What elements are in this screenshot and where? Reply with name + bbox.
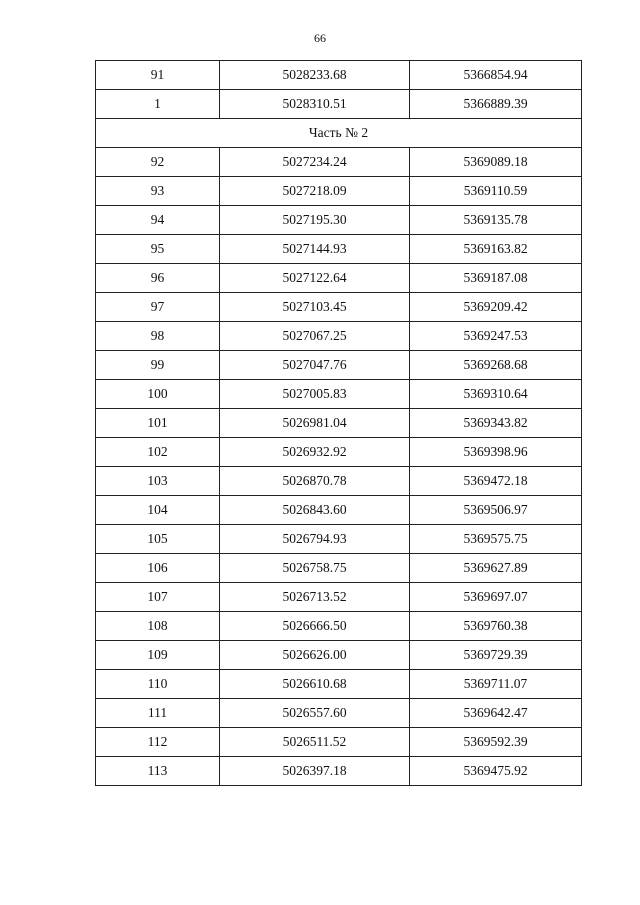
point-number-cell: 102 (96, 438, 220, 467)
point-number-cell: 104 (96, 496, 220, 525)
y-coordinate-cell: 5369343.82 (410, 409, 582, 438)
x-coordinate-cell: 5026981.04 (220, 409, 410, 438)
table-row (96, 496, 582, 525)
y-coordinate-cell: 5366854.94 (410, 61, 582, 90)
y-coordinate-cell: 5369268.68 (410, 351, 582, 380)
x-coordinate-cell: 5027122.64 (220, 264, 410, 293)
point-number-cell: 112 (96, 728, 220, 757)
point-number-cell: 108 (96, 612, 220, 641)
point-number-cell: 94 (96, 206, 220, 235)
y-coordinate-cell: 5369209.42 (410, 293, 582, 322)
table-row (96, 728, 582, 757)
y-coordinate-cell: 5369472.18 (410, 467, 582, 496)
table-row (96, 438, 582, 467)
table-row (96, 322, 582, 351)
point-number-cell: 100 (96, 380, 220, 409)
table-row (96, 380, 582, 409)
point-number-cell: 91 (96, 61, 220, 90)
y-coordinate-cell: 5366889.39 (410, 90, 582, 119)
point-number-cell: 105 (96, 525, 220, 554)
y-coordinate-cell: 5369135.78 (410, 206, 582, 235)
x-coordinate-cell: 5027005.83 (220, 380, 410, 409)
table-row (96, 148, 582, 177)
point-number-cell: 96 (96, 264, 220, 293)
table-row (96, 177, 582, 206)
y-coordinate-cell: 5369711.07 (410, 670, 582, 699)
point-number-cell: 93 (96, 177, 220, 206)
y-coordinate-cell: 5369310.64 (410, 380, 582, 409)
point-number-cell: 110 (96, 670, 220, 699)
table-row (96, 583, 582, 612)
x-coordinate-cell: 5027234.24 (220, 148, 410, 177)
y-coordinate-cell: 5369627.89 (410, 554, 582, 583)
x-coordinate-cell: 5026557.60 (220, 699, 410, 728)
point-number-cell: 106 (96, 554, 220, 583)
x-coordinate-cell: 5026870.78 (220, 467, 410, 496)
y-coordinate-cell: 5369575.75 (410, 525, 582, 554)
x-coordinate-cell: 5027103.45 (220, 293, 410, 322)
y-coordinate-cell: 5369187.08 (410, 264, 582, 293)
x-coordinate-cell: 5026713.52 (220, 583, 410, 612)
table-row (96, 757, 582, 786)
y-coordinate-cell: 5369247.53 (410, 322, 582, 351)
y-coordinate-cell: 5369760.38 (410, 612, 582, 641)
table-body-top (96, 61, 582, 119)
point-number-cell: 1 (96, 90, 220, 119)
x-coordinate-cell: 5027144.93 (220, 235, 410, 264)
table-row (96, 670, 582, 699)
x-coordinate-cell: 5027195.30 (220, 206, 410, 235)
x-coordinate-cell: 5027047.76 (220, 351, 410, 380)
point-number-cell: 98 (96, 322, 220, 351)
x-coordinate-cell: 5026511.52 (220, 728, 410, 757)
x-coordinate-cell: 5026758.75 (220, 554, 410, 583)
y-coordinate-cell: 5369697.07 (410, 583, 582, 612)
x-coordinate-cell: 5026626.00 (220, 641, 410, 670)
x-coordinate-cell: 5026610.68 (220, 670, 410, 699)
page-number: 66 (314, 31, 326, 45)
x-coordinate-cell: 5026397.18 (220, 757, 410, 786)
table-row (96, 554, 582, 583)
table-row (96, 293, 582, 322)
y-coordinate-cell: 5369506.97 (410, 496, 582, 525)
table-row (96, 264, 582, 293)
x-coordinate-cell: 5028233.68 (220, 61, 410, 90)
table-row (96, 641, 582, 670)
x-coordinate-cell: 5027067.25 (220, 322, 410, 351)
x-coordinate-cell: 5026666.50 (220, 612, 410, 641)
y-coordinate-cell: 5369475.92 (410, 757, 582, 786)
section-row (96, 119, 582, 148)
y-coordinate-cell: 5369089.18 (410, 148, 582, 177)
section-title: Часть № 2 (96, 119, 582, 148)
y-coordinate-cell: 5369642.47 (410, 699, 582, 728)
point-number-cell: 107 (96, 583, 220, 612)
point-number-cell: 109 (96, 641, 220, 670)
point-number-cell: 97 (96, 293, 220, 322)
x-coordinate-cell: 5026843.60 (220, 496, 410, 525)
point-number-cell: 113 (96, 757, 220, 786)
point-number-cell: 103 (96, 467, 220, 496)
table-row (96, 525, 582, 554)
x-coordinate-cell: 5028310.51 (220, 90, 410, 119)
y-coordinate-cell: 5369729.39 (410, 641, 582, 670)
y-coordinate-cell: 5369110.59 (410, 177, 582, 206)
table-row (96, 467, 582, 496)
table-row (96, 235, 582, 264)
section-header-body (96, 119, 582, 148)
x-coordinate-cell: 5027218.09 (220, 177, 410, 206)
point-number-cell: 95 (96, 235, 220, 264)
point-number-cell: 99 (96, 351, 220, 380)
y-coordinate-cell: 5369592.39 (410, 728, 582, 757)
table-row (96, 351, 582, 380)
x-coordinate-cell: 5026932.92 (220, 438, 410, 467)
table-row (96, 612, 582, 641)
table-row (96, 206, 582, 235)
table-row (96, 699, 582, 728)
point-number-cell: 92 (96, 148, 220, 177)
point-number-cell: 101 (96, 409, 220, 438)
point-number-cell: 111 (96, 699, 220, 728)
coordinates-table (95, 60, 582, 786)
y-coordinate-cell: 5369163.82 (410, 235, 582, 264)
table-body-part2 (96, 148, 582, 786)
y-coordinate-cell: 5369398.96 (410, 438, 582, 467)
table-row (96, 409, 582, 438)
table-row (96, 90, 582, 119)
table-row (96, 61, 582, 90)
x-coordinate-cell: 5026794.93 (220, 525, 410, 554)
